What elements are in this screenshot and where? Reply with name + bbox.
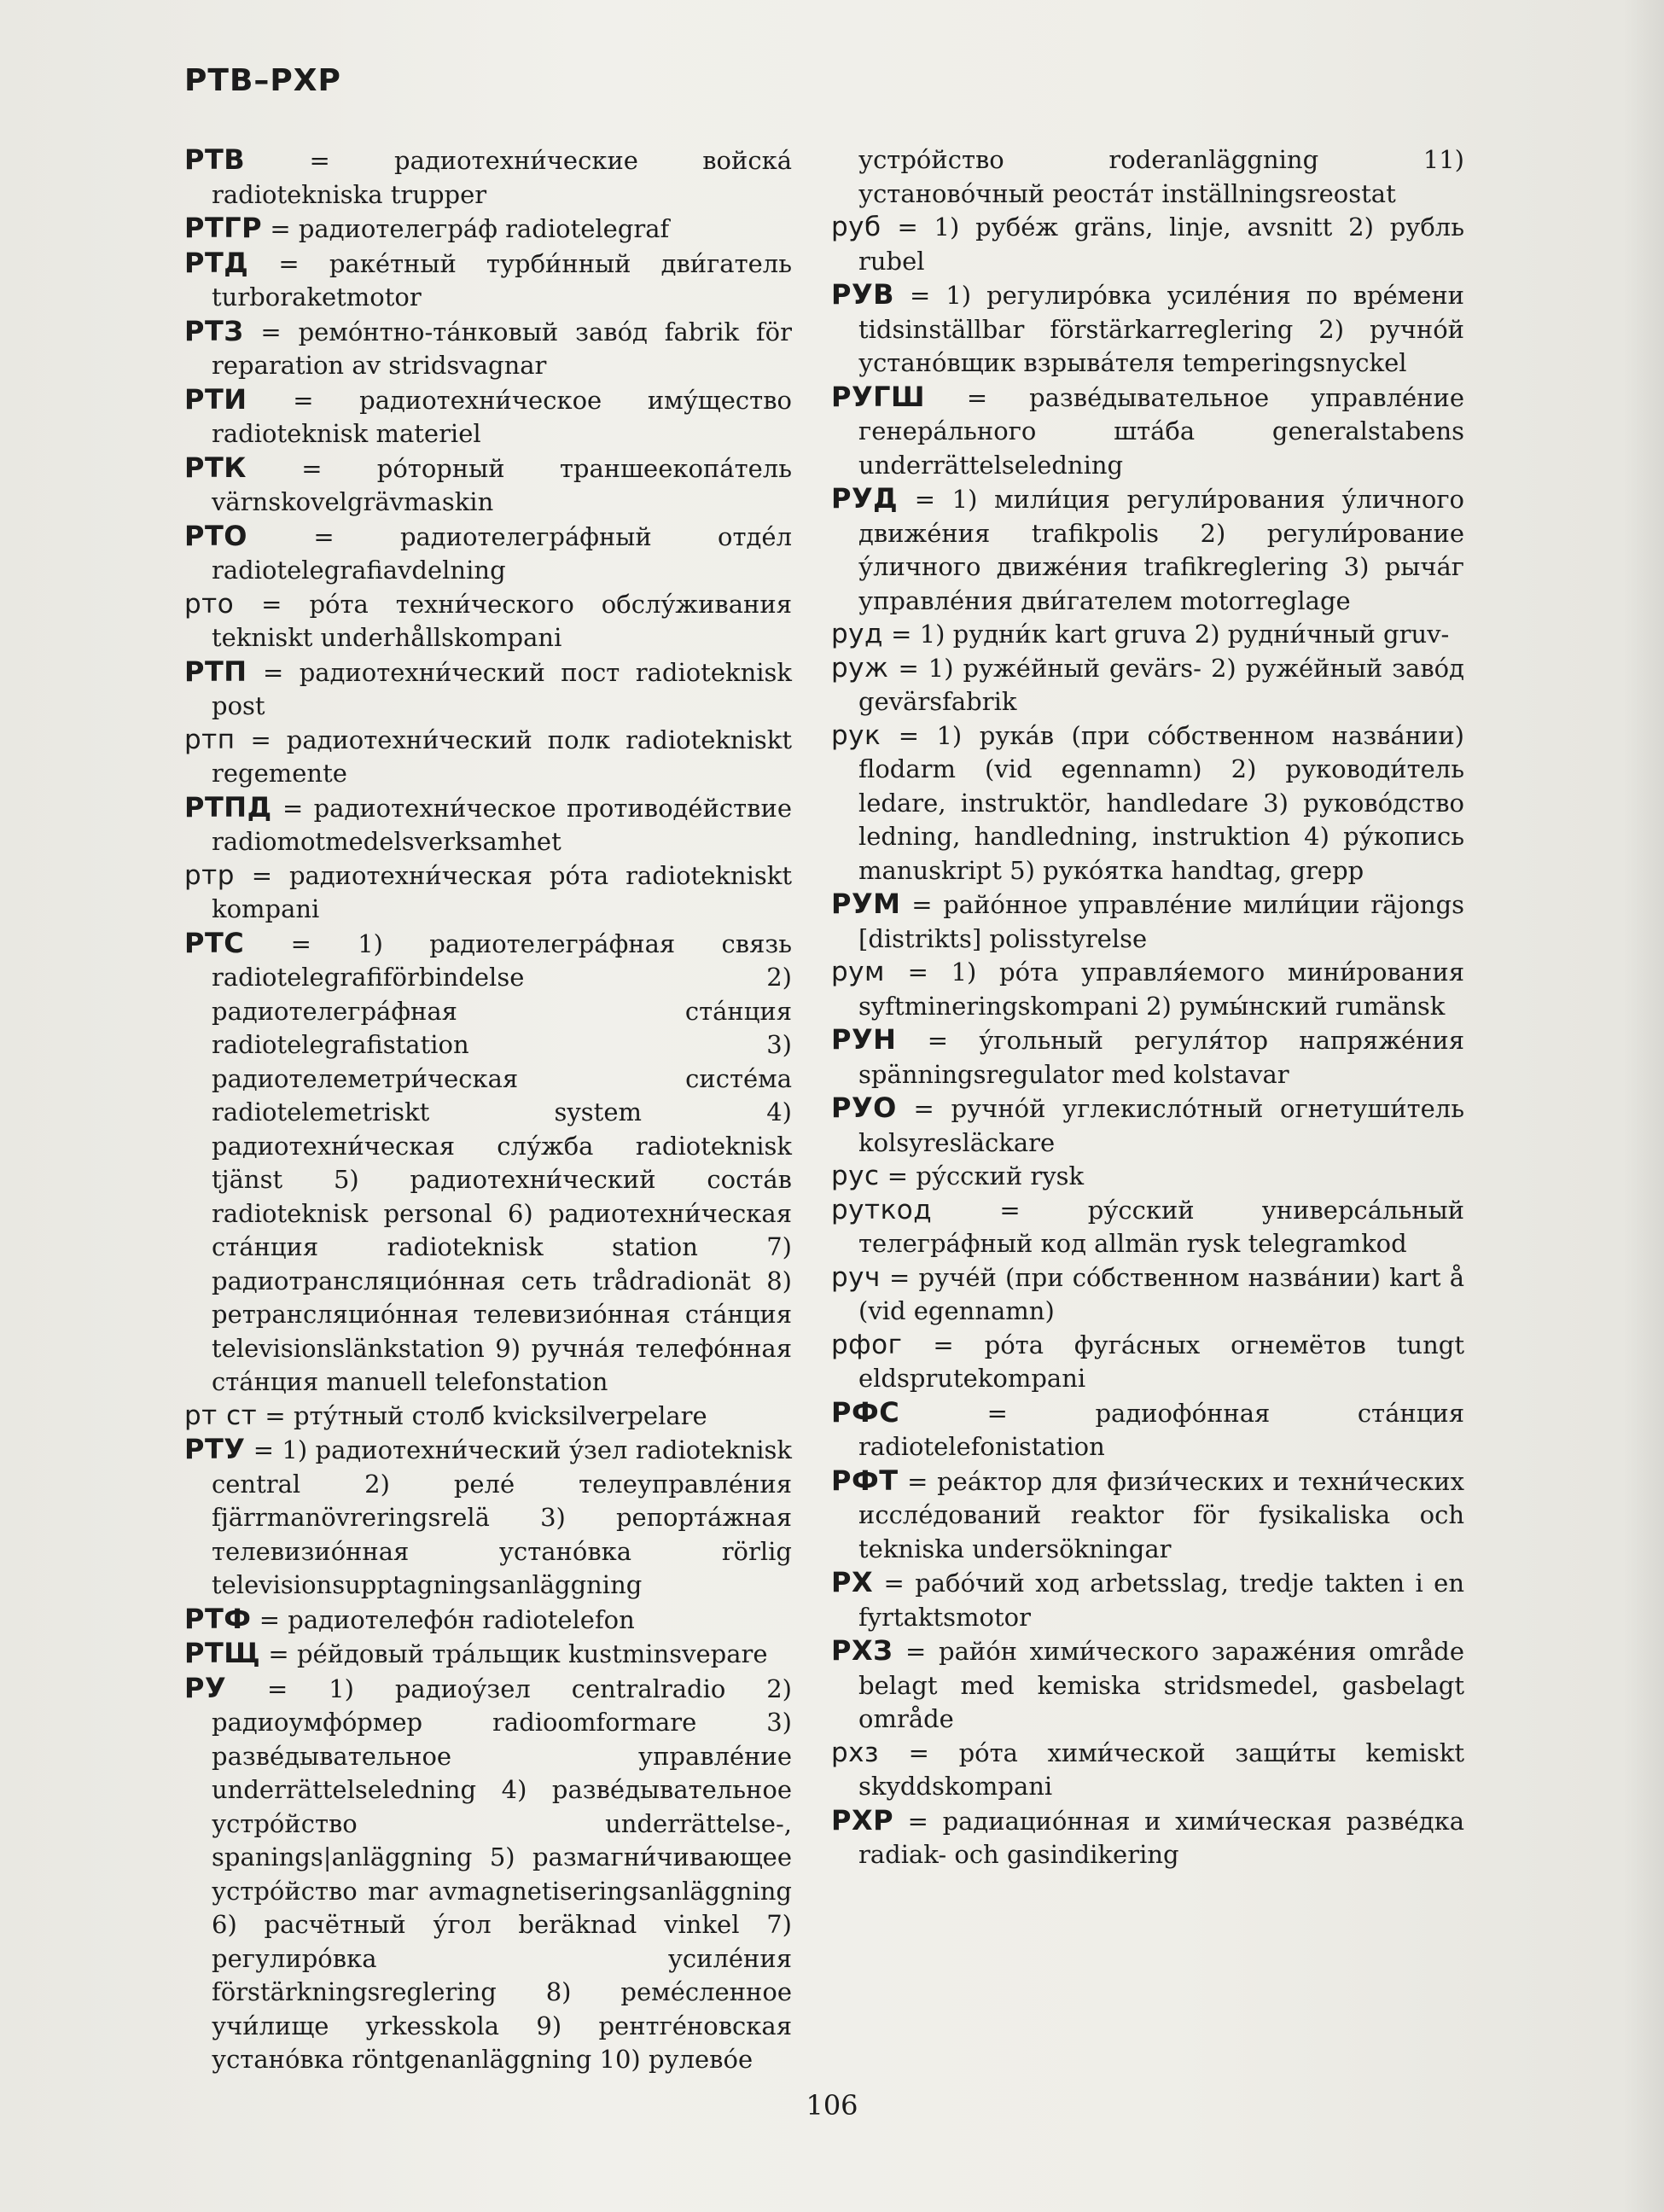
dictionary-entry: [831, 1634, 1464, 1737]
entry-definition: = радиотехни́ческое иму́щество radioteknisk materiel: [212, 385, 792, 448]
entry-definition: = 1) регулиро́вка усиле́ния по вре́мени tidsinställbar förstärkarreglering 2) ручно́й устано́вщик взрыва́теля temperingsnyckel: [858, 281, 1464, 377]
entry-abbreviation: РТПД: [184, 790, 272, 824]
entry-definition: = рту́тный столб kvicksilverpelare: [257, 1400, 707, 1430]
dictionary-entry: [831, 1261, 1464, 1329]
entry-abbreviation: РТС: [184, 926, 245, 959]
dictionary-entry: [831, 618, 1464, 652]
entry-abbreviation: РТФ: [184, 1602, 252, 1635]
entry-definition: = 1) радиоу́зел centralradio 2) радиоумфо́рмер radioomformare 3) разве́дывательное управле́ние underrättelseledning 4) разве́дывательное устро́йство underrättelse-, spanings|anläggning 5) размагни́чивающее устро́йство mar avmagnetiseringsanläggning 6) расчётный у́гол beräknad vinkel 7) регулиро́вка усиле́ния förstärkningsreglering 8) реме́сленное учи́лище yrkesskola 9) рентге́новская устано́вка röntgenanläggning 10) рулево́е: [212, 1674, 792, 2074]
dictionary-entry: [831, 719, 1464, 888]
entry-definition: = 1) ро́та управля́емого мини́рования syftmineringskompani 2) румы́нский rumänsk: [858, 958, 1464, 1021]
dictionary-entry: [831, 143, 1464, 211]
entry-abbreviation: РУД: [831, 482, 899, 515]
entry-definition: = 1) радиотелегра́фная связь radiotelegrafiförbindelse 2) радиотелегра́фная ста́нция radiotelegrafistation 3) радиотелеметри́ческая систе́ма radiotelemetriskt system 4) радиотехни́ческая слу́жба radioteknisk tjänst 5) радиотехни́ческий соста́в radioteknisk personal 6) радиотехни́ческая ста́нция radioteknisk station 7) радиотрансляцио́нная сеть trådradionät 8) ретрансляцио́нная телевизио́нная ста́нция televisionslänkstation 9) ручна́я телефо́нная ста́нция manuell telefonstation: [212, 928, 792, 1396]
dictionary-entry: [831, 482, 1464, 618]
entry-abbreviation: РТГР: [184, 212, 263, 244]
entry-abbreviation: руткод: [831, 1194, 933, 1225]
dictionary-entry: [184, 1672, 792, 2077]
entry-abbreviation: РТВ: [184, 143, 246, 176]
dictionary-entry: [831, 1804, 1464, 1872]
entry-abbreviation: ртп: [184, 724, 236, 755]
dictionary-entry: [831, 1396, 1464, 1464]
dictionary-entry: [831, 381, 1464, 483]
book-spine-shadow: [1623, 0, 1664, 2212]
dictionary-entry: [831, 211, 1464, 278]
entry-abbreviation: РТЩ: [184, 1637, 261, 1669]
entry-abbreviation: РТЗ: [184, 314, 244, 347]
entry-definition: = радиотехни́ческая ро́та radiotekniskt kompani: [212, 860, 792, 923]
dictionary-entry: [831, 956, 1464, 1023]
entry-definition: = 1) мили́ция регули́рования у́личного движе́ния trafikpolis 2) регули́рование у́личного движе́ния trafikreglering 3) рыча́г управле́ния дви́гателем motorreglage: [858, 485, 1464, 615]
entry-definition: = рабо́чий ход arbetsslag, tredje takten i en fyrtaktsmotor: [858, 1569, 1464, 1632]
entry-abbreviation: руж: [831, 652, 889, 684]
entry-abbreviation: РТК: [184, 451, 247, 484]
entry-definition: = ру́сский универса́льный телегра́фный код allmän rysk telegramkod: [858, 1195, 1464, 1258]
dictionary-entry: [831, 652, 1464, 719]
entry-definition: = ремо́нтно-та́нковый заво́д fabrik för reparation av stridsvagnar: [212, 317, 792, 380]
entry-abbreviation: рук: [831, 719, 881, 751]
entry-definition: = ру́сский rysk: [879, 1161, 1085, 1190]
dictionary-entry: [184, 520, 792, 588]
entry-definition: = радиотехни́ческий полк radiotekniskt regemente: [212, 725, 792, 788]
entry-definition: = 1) рудни́к kart gruva 2) рудни́чный gruv-: [882, 620, 1450, 649]
entry-abbreviation: РХЗ: [831, 1634, 893, 1667]
entry-definition: = 1) рука́в (при со́бственном назва́нии) flodarm (vid egennamn) 2) руководи́тель ledare, instruktör, handledare 3) руково́дство ledning, handledning, instruktion 4) ру́копись manuskript 5) руко́ятка handtag, grepp: [858, 720, 1464, 885]
entry-abbreviation: РУ: [184, 1671, 227, 1704]
entry-definition: = реа́ктор для физи́ческих и техни́ческих иссле́дований reaktor för fysikaliska och tekniska undersökningar: [858, 1466, 1464, 1563]
entry-definition: = ро́та хими́ческой защи́ты kemiskt skyddskompani: [858, 1738, 1464, 1801]
entry-abbreviation: РУО: [831, 1091, 897, 1124]
entry-definition: = ре́йдовый тра́льщик kustminsvepare: [260, 1639, 768, 1668]
entry-abbreviation: рус: [831, 1161, 880, 1191]
entry-abbreviation: рум: [831, 957, 885, 987]
running-head: РТВ–РХР: [184, 63, 341, 98]
entry-abbreviation: ртр: [184, 859, 235, 891]
dictionary-entry: [184, 724, 792, 791]
entry-definition: = разве́дывательное управле́ние генера́льного шта́ба generalstabens underrättelseledning: [858, 382, 1464, 480]
entry-definition: = ручно́й углекисло́тный огнетуши́тель kolsyresläckare: [858, 1094, 1464, 1157]
entry-definition: = радиотехни́ческое противоде́йствие radiomotmedelsverksamhet: [212, 793, 792, 856]
dictionary-entry: [831, 1091, 1464, 1160]
entry-definition: = раке́тный турби́нный дви́гатель turboraketmotor: [212, 248, 792, 311]
entry-abbreviation: РХР: [831, 1803, 894, 1837]
entry-definition: = радиотехни́ческие войска́ radiotekniska trupper: [212, 146, 792, 209]
dictionary-entry: [184, 927, 792, 1400]
entry-abbreviation: РТД: [184, 246, 249, 279]
entry-definition: = 1) руже́йный gevärs- 2) руже́йный заво́д gevärsfabrik: [858, 653, 1464, 716]
entry-abbreviation: рто: [184, 588, 235, 620]
entry-abbreviation: РУВ: [831, 278, 895, 311]
dictionary-entry: [184, 315, 792, 383]
dictionary-entry: [184, 383, 792, 451]
dictionary-entry: [184, 655, 792, 724]
entry-definition: = райо́н хими́ческого зараже́ния område belagt med kemiska stridsmedel, gasbelagt område: [858, 1637, 1464, 1733]
entry-definition: = радиотелефо́н radiotelefon: [251, 1604, 635, 1634]
entry-abbreviation: руд: [831, 619, 883, 649]
dictionary-entry: [831, 1160, 1464, 1194]
entry-abbreviation: РУГШ: [831, 380, 926, 413]
entry-abbreviation: РУН: [831, 1023, 897, 1056]
dictionary-entry: [184, 247, 792, 315]
entry-definition: устро́йство roderanläggning 11) установо́чный реоста́т inställningsreostat: [858, 145, 1464, 208]
dictionary-entry: [184, 212, 792, 247]
dictionary-entry: [184, 588, 792, 655]
dictionary-entry: [831, 1194, 1464, 1261]
dictionary-entry: [831, 1023, 1464, 1091]
dictionary-entry: [831, 1566, 1464, 1634]
dictionary-entry: [184, 791, 792, 859]
dictionary-entry: [831, 888, 1464, 956]
entry-abbreviation: РФТ: [831, 1464, 899, 1497]
dictionary-entry: [831, 1464, 1464, 1567]
page-number: 106: [806, 2089, 858, 2122]
entry-abbreviation: руч: [831, 1261, 881, 1293]
entry-abbreviation: РФС: [831, 1395, 900, 1429]
entry-definition: = руче́й (при со́бственном назва́нии) kart å (vid egennamn): [858, 1262, 1464, 1325]
dictionary-entry: [184, 143, 792, 212]
entry-definition: = радиотехни́ческий пост radioteknisk post: [212, 657, 792, 720]
dictionary-entry: [184, 1603, 792, 1638]
entry-definition: = 1) радиотехни́ческий у́зел radioteknisk central 2) реле́ телеуправле́ния fjärrmanövreringsrelä 3) репорта́жная телевизио́нная устано́вка rörlig televisionsupptagningsanläggning: [212, 1435, 792, 1599]
dictionary-entry: [184, 1637, 792, 1672]
dictionary-entry: [831, 278, 1464, 381]
entry-abbreviation: руб: [831, 212, 881, 242]
entry-abbreviation: рхз: [831, 1737, 880, 1768]
entry-abbreviation: РТИ: [184, 382, 247, 416]
entry-abbreviation: рфог: [831, 1329, 903, 1360]
entry-definition: = радиацио́нная и хими́ческая разве́дка radiak- och gasindikering: [858, 1806, 1464, 1869]
dictionary-entry: [831, 1329, 1464, 1396]
entry-abbreviation: рт ст: [184, 1400, 258, 1431]
entry-definition: = у́гольный регуля́тор напряже́ния spänningsregulator med kolstavar: [858, 1026, 1464, 1089]
entry-definition: = 1) рубе́ж gräns, linje, avsnitt 2) рубль rubel: [858, 212, 1464, 276]
dictionary-entry: [184, 859, 792, 927]
dictionary-entry: [184, 1400, 792, 1434]
entry-definition: = ро́торный траншеекопа́тель värnskovelgrävmaskin: [212, 453, 792, 516]
dictionary-entry: [184, 451, 792, 520]
entry-definition: = ро́та фуга́сных огнемётов tungt eldsprutekompani: [858, 1330, 1464, 1393]
entry-definition: = радиофо́нная ста́нция radiotelefonistation: [858, 1398, 1464, 1461]
entry-abbreviation: РУМ: [831, 888, 901, 920]
entry-definition: = радиотелегра́фный отде́л radiotelegrafiavdelning: [212, 521, 792, 585]
dictionary-entry: [184, 1433, 792, 1603]
entry-definition: = радиотелегра́ф radiotelegraf: [262, 214, 670, 243]
entry-abbreviation: РТО: [184, 519, 247, 552]
entry-abbreviation: РТУ: [184, 1433, 246, 1465]
dictionary-entry: [831, 1737, 1464, 1804]
entry-definition: = райо́нное управле́ние мили́ции räjongs [distrikts] polisstyrelse: [858, 890, 1464, 953]
right-column: [831, 143, 1464, 1872]
entry-abbreviation: РХ: [831, 1566, 874, 1598]
entry-definition: = ро́та техни́ческого обслу́живания tekniskt underhållskompani: [212, 589, 792, 652]
entry-abbreviation: РТП: [184, 655, 247, 688]
left-column: [184, 143, 792, 2077]
